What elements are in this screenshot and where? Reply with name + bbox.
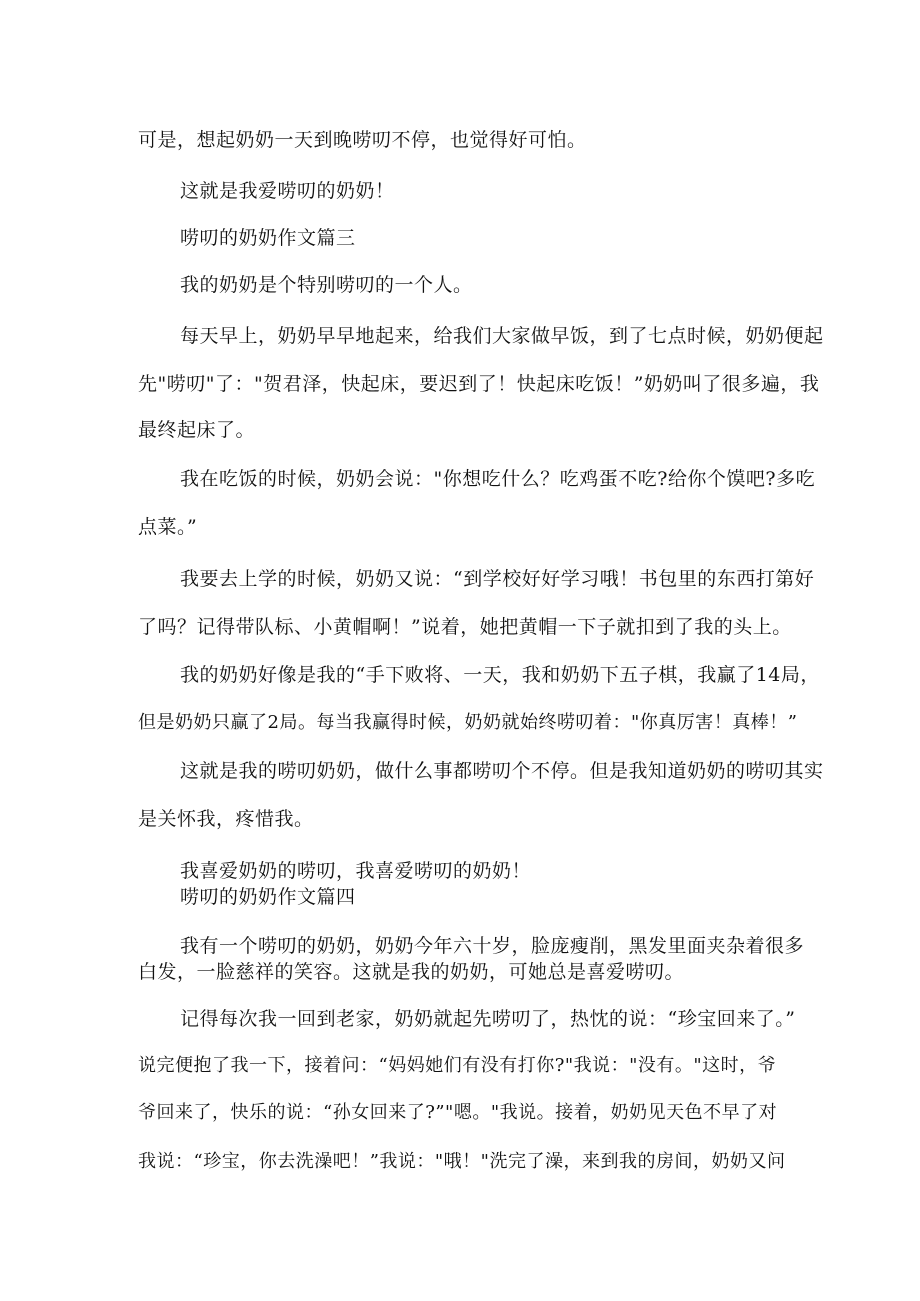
text-line: 我要去上学的时候，奶奶又说：“到学校好好学习哦！书包里的东西打第好 bbox=[180, 568, 815, 590]
text-line: 我说：“珍宝，你去洗澡吧！”我说："哦！"洗完了澡，来到我的房间，奶奶又问 bbox=[138, 1151, 786, 1172]
section-heading: 唠叨的奶奶作文篇三 bbox=[180, 227, 356, 249]
text-line: 了吗？记得带队标、小黄帽啊！”说着，她把黄帽一下子就扣到了我的头上。 bbox=[138, 616, 792, 638]
text-line: 先"唠叨"了："贺君泽，快起床，要迟到了！快起床吃饭！”奶奶叫了很多遍，我 bbox=[138, 373, 820, 395]
text-line: 点菜。” bbox=[138, 516, 198, 538]
text-line: 我的奶奶是个特别唠叨的一个人。 bbox=[180, 274, 473, 296]
text-line: 每天早上，奶奶早早地起来，给我们大家做早饭，到了七点时候，奶奶便起 bbox=[180, 325, 824, 347]
text-line: 但是奶奶只赢了2局。每当我赢得时候，奶奶就始终唠叨着："你真厉害！真棒！” bbox=[138, 712, 798, 733]
text-line: 这就是我的唠叨奶奶，做什么事都唠叨个不停。但是我知道奶奶的唠叨其实 bbox=[180, 760, 824, 782]
section-heading: 唠叨的奶奶作文篇四 bbox=[180, 886, 356, 908]
text-line: 是关怀我，疼惜我。 bbox=[138, 808, 314, 830]
text-line: 说完便抱了我一下，接着问：“妈妈她们有没有打你?"我说："没有。"这时，爷 bbox=[138, 1055, 777, 1076]
text-line: 记得每次我一回到老家，奶奶就起先唠叨了，热忱的说：“珍宝回来了。” bbox=[180, 1008, 796, 1030]
text-line: 可是，想起奶奶一天到晚唠叨不停，也觉得好可怕。 bbox=[138, 129, 587, 151]
text-line: 我在吃饭的时候，奶奶会说："你想吃什么？吃鸡蛋不吃?给你个馍吧?多吃 bbox=[180, 468, 816, 490]
text-line: 最终起床了。 bbox=[138, 419, 256, 441]
text-line: 这就是我爱唠叨的奶奶！ bbox=[180, 180, 395, 202]
text-line: 我喜爱奶奶的唠叨，我喜爱唠叨的奶奶！ bbox=[180, 860, 532, 882]
text-line: 我的奶奶好像是我的“手下败将、一天，我和奶奶下五子棋，我赢了14局， bbox=[180, 664, 820, 686]
text-line: 白发，一脸慈祥的笑容。这就是我的奶奶，可她总是喜爱唠叨。 bbox=[138, 961, 685, 983]
text-line: 爷回来了，快乐的说：“孙女回来了?”"嗯。"我说。接着，奶奶见天色不早了对 bbox=[138, 1102, 778, 1123]
text-line: 我有一个唠叨的奶奶，奶奶今年六十岁，脸庞瘦削，黑发里面夹杂着很多 bbox=[180, 935, 805, 957]
